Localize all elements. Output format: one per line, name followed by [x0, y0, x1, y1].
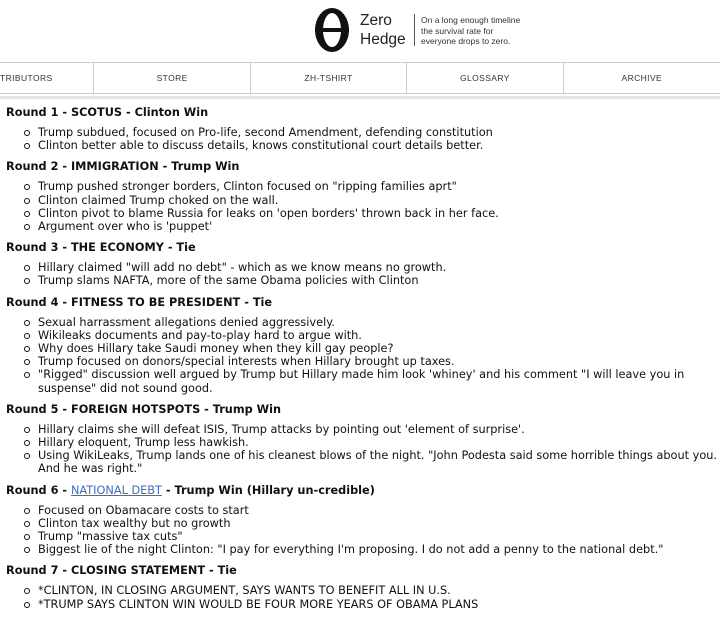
- list-item: Trump slams NAFTA, more of the same Obama policies with Clinton: [38, 274, 720, 287]
- list-item: Why does Hillary take Saudi money when they kill gay people?: [38, 342, 720, 355]
- brand-line2: Hedge: [360, 31, 406, 48]
- list-item: Trump pushed stronger borders, Clinton focused on "ripping families aprt": [38, 180, 720, 193]
- tagline: On a long enough timeline the survival rate for everyone drops to zero.: [421, 15, 521, 46]
- list-item: Hillary eloquent, Trump less hawkish.: [38, 436, 720, 449]
- national-debt-link[interactable]: NATIONAL DEBT: [70, 483, 162, 497]
- brand-name[interactable]: [360, 11, 406, 49]
- round-5-list: [6, 423, 720, 476]
- round-1-heading: Round 1 - SCOTUS - Clinton Win: [6, 106, 209, 119]
- list-item: Focused on Obamacare costs to start: [38, 504, 720, 517]
- zero-hedge-logo-icon[interactable]: [312, 6, 352, 54]
- list-item: Trump "massive tax cuts": [38, 530, 720, 543]
- round-5-heading: Round 5 - FOREIGN HOTSPOTS - Trump Win: [6, 402, 282, 416]
- round-3-heading: Round 3 - THE ECONOMY - Tie: [6, 241, 196, 255]
- article-body: [6, 104, 720, 617]
- nav-store[interactable]: STORE: [94, 63, 250, 93]
- round-2-list: [6, 180, 720, 233]
- list-item: Trump focused on donors/special interests when Hillary brought up taxes.: [38, 355, 720, 368]
- round-6-list: [6, 504, 720, 557]
- list-item: Hillary claimed "will add no debt" - which as we know means no growth.: [38, 261, 720, 274]
- list-item: Sexual harrassment allegations denied aggressively.: [38, 316, 720, 329]
- brand-line1: Zero: [360, 12, 392, 29]
- round-3-list: [6, 261, 720, 287]
- nav-archive[interactable]: ARCHIVE: [621, 73, 663, 83]
- list-item: Argument over who is 'puppet': [38, 220, 720, 233]
- list-item: Using WikiLeaks, Trump lands one of his cleanest blows of the night. "John Podesta said some horrible things about you. And he was right.": [38, 449, 720, 475]
- round-7-heading: Round 7 - CLOSING STATEMENT - Tie: [6, 564, 237, 578]
- list-item: Hillary claims she will defeat ISIS, Trump attacks by pointing out 'element of surprise'.: [38, 423, 720, 436]
- nav-contributors[interactable]: TRIBUTORS: [0, 63, 94, 93]
- round-2-heading: Round 2 - IMMIGRATION - Trump Win: [6, 160, 240, 174]
- separator: [0, 96, 720, 99]
- list-item: Clinton tax wealthy but no growth: [38, 517, 720, 530]
- list-item: Wikileaks documents and pay-to-play hard to argue with.: [38, 329, 720, 342]
- list-item: Clinton claimed Trump choked on the wall.: [38, 194, 720, 207]
- list-item: "Rigged" discussion well argued by Trump but Hillary made him look 'whiney' and his comment "I will leave you in suspense" did not sound good.: [38, 368, 720, 394]
- nav-zh-tshirt[interactable]: ZH-TSHIRT: [251, 63, 407, 93]
- round-6-heading: Round 6 - NATIONAL DEBT - Trump Win (Hillary un-credible): [6, 483, 375, 497]
- round-7-list: [6, 584, 720, 610]
- header-divider: [414, 14, 415, 46]
- round-4-list: [6, 316, 720, 395]
- site-header: [0, 0, 720, 62]
- list-item: Trump subdued, focused on Pro-life, second Amendment, defending constitution: [38, 126, 720, 139]
- main-nav: [0, 62, 720, 94]
- round-1-list: [6, 126, 720, 152]
- list-item: Clinton better able to discuss details, knows constitutional court details better.: [38, 139, 720, 152]
- nav-glossary[interactable]: GLOSSARY: [407, 63, 563, 93]
- list-item: *CLINTON, IN CLOSING ARGUMENT, SAYS WANTS TO BENEFIT ALL IN U.S.: [38, 584, 720, 597]
- list-item: *TRUMP SAYS CLINTON WIN WOULD BE FOUR MORE YEARS OF OBAMA PLANS: [38, 598, 720, 611]
- round-4-heading: Round 4 - FITNESS TO BE PRESIDENT - Tie: [6, 295, 273, 309]
- list-item: Clinton pivot to blame Russia for leaks on 'open borders' thrown back in her face.: [38, 207, 720, 220]
- list-item: Biggest lie of the night Clinton: "I pay for everything I'm proposing. I do not add a penny to the national debt.": [38, 543, 720, 556]
